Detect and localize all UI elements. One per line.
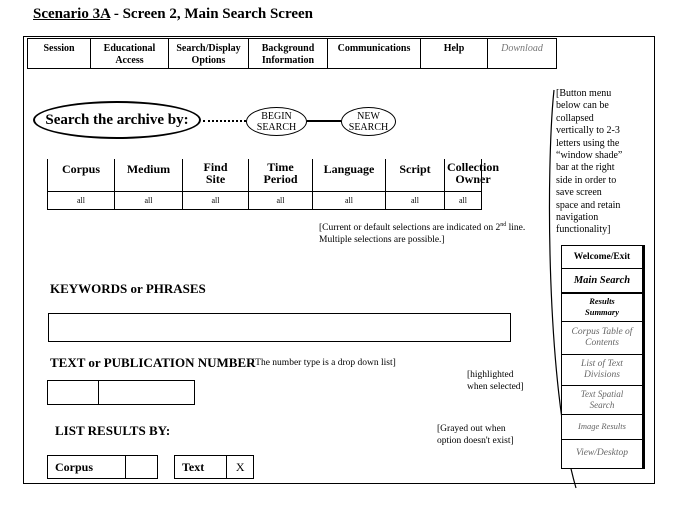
screen-subtitle: - Screen 2, Main Search Screen bbox=[110, 6, 313, 22]
filter-time-period[interactable] bbox=[248, 159, 312, 210]
filter-header: Script bbox=[399, 162, 431, 176]
side-item-view-desktop[interactable]: View/Desktop bbox=[575, 447, 629, 458]
side-item-image-results[interactable]: Image Results bbox=[562, 414, 642, 440]
filter-header: Time Period bbox=[263, 160, 298, 186]
side-item-text-divisions[interactable]: List of Text Divisions bbox=[562, 354, 642, 386]
option-checkbox[interactable] bbox=[126, 456, 157, 478]
filter-header: Language bbox=[323, 162, 375, 176]
filter-find-site[interactable] bbox=[182, 159, 248, 210]
pubnum-note: [The number type is a drop down list] bbox=[252, 358, 396, 368]
grayed-note: [Grayed out when option doesn't exist] bbox=[437, 424, 514, 446]
table-bottom-rule bbox=[47, 209, 482, 210]
filter-collection-owner[interactable] bbox=[444, 159, 499, 210]
begin-search-button[interactable]: BEGIN SEARCH bbox=[246, 107, 307, 136]
filter-header: Corpus bbox=[61, 162, 100, 176]
highlight-note: [highlighted when selected] bbox=[467, 370, 524, 392]
selections-note: [Current or default selections are indicated on 2nd line. Multiple selections are possible.] bbox=[319, 222, 526, 246]
filter-value: all bbox=[459, 196, 467, 205]
list-by-text-option[interactable] bbox=[174, 455, 254, 479]
filter-language[interactable] bbox=[312, 159, 385, 210]
side-item-welcome-exit[interactable]: Welcome/Exit bbox=[562, 246, 642, 269]
search-archive-label: Search the archive by: bbox=[33, 101, 201, 139]
filter-header: Collection Owner bbox=[447, 160, 499, 186]
menu-search-display-options[interactable]: Search/Display Options bbox=[169, 39, 249, 68]
top-menu-bar bbox=[27, 38, 557, 69]
solid-connector bbox=[307, 120, 341, 122]
side-nav-menu bbox=[561, 245, 645, 469]
filter-header: Medium bbox=[126, 162, 171, 176]
number-type-dropdown[interactable] bbox=[48, 381, 99, 404]
menu-session[interactable]: Session bbox=[28, 39, 91, 68]
pubnum-label: TEXT or PUBLICATION NUMBER bbox=[50, 355, 256, 370]
filter-value: all bbox=[211, 196, 220, 205]
pubnum-input[interactable] bbox=[99, 381, 194, 404]
keywords-label: KEYWORDS or PHRASES bbox=[50, 281, 206, 296]
filter-value: all bbox=[411, 196, 419, 205]
menu-communications[interactable]: Communications bbox=[328, 39, 421, 68]
scenario-label: Scenario 3A bbox=[33, 6, 111, 22]
side-item-spatial-search[interactable]: Text Spatial Search bbox=[562, 385, 642, 415]
search-filter-table bbox=[47, 159, 499, 210]
list-by-corpus-option[interactable] bbox=[47, 455, 158, 479]
side-item-corpus-toc[interactable]: Corpus Table of Contents bbox=[562, 321, 642, 355]
menu-help[interactable]: Help bbox=[421, 39, 488, 68]
menu-download[interactable]: Download bbox=[501, 43, 543, 54]
filter-corpus[interactable] bbox=[47, 159, 114, 210]
pubnum-input-group bbox=[47, 380, 195, 405]
filter-header: Find Site bbox=[203, 160, 228, 186]
side-item-main-search[interactable]: Main Search bbox=[562, 268, 642, 294]
filter-value: all bbox=[276, 196, 285, 205]
option-label: Corpus bbox=[48, 456, 126, 478]
menu-educational-access[interactable]: Educational Access bbox=[91, 39, 169, 68]
option-checkbox[interactable]: X bbox=[235, 459, 245, 474]
side-item-results-summary[interactable]: Results Summary bbox=[562, 292, 642, 322]
list-results-label: LIST RESULTS BY: bbox=[55, 423, 171, 438]
filter-value: all bbox=[77, 196, 85, 205]
filter-value: all bbox=[144, 196, 153, 205]
filter-medium[interactable] bbox=[114, 159, 182, 210]
page-heading bbox=[33, 6, 313, 23]
dotted-connector bbox=[203, 120, 246, 122]
table-divider bbox=[47, 191, 482, 192]
new-search-button[interactable]: NEW SEARCH bbox=[341, 107, 396, 136]
filter-value: all bbox=[345, 196, 353, 205]
button-menu-note: [Button menu below can be collapsed vertically to 2-3 letters using the “window shade” bar at the right side in order to save screen space and retain navigation functionality] bbox=[556, 88, 623, 236]
menu-background-information[interactable]: Background Information bbox=[249, 39, 328, 68]
keywords-input[interactable] bbox=[48, 313, 511, 342]
option-label: Text bbox=[175, 456, 227, 478]
